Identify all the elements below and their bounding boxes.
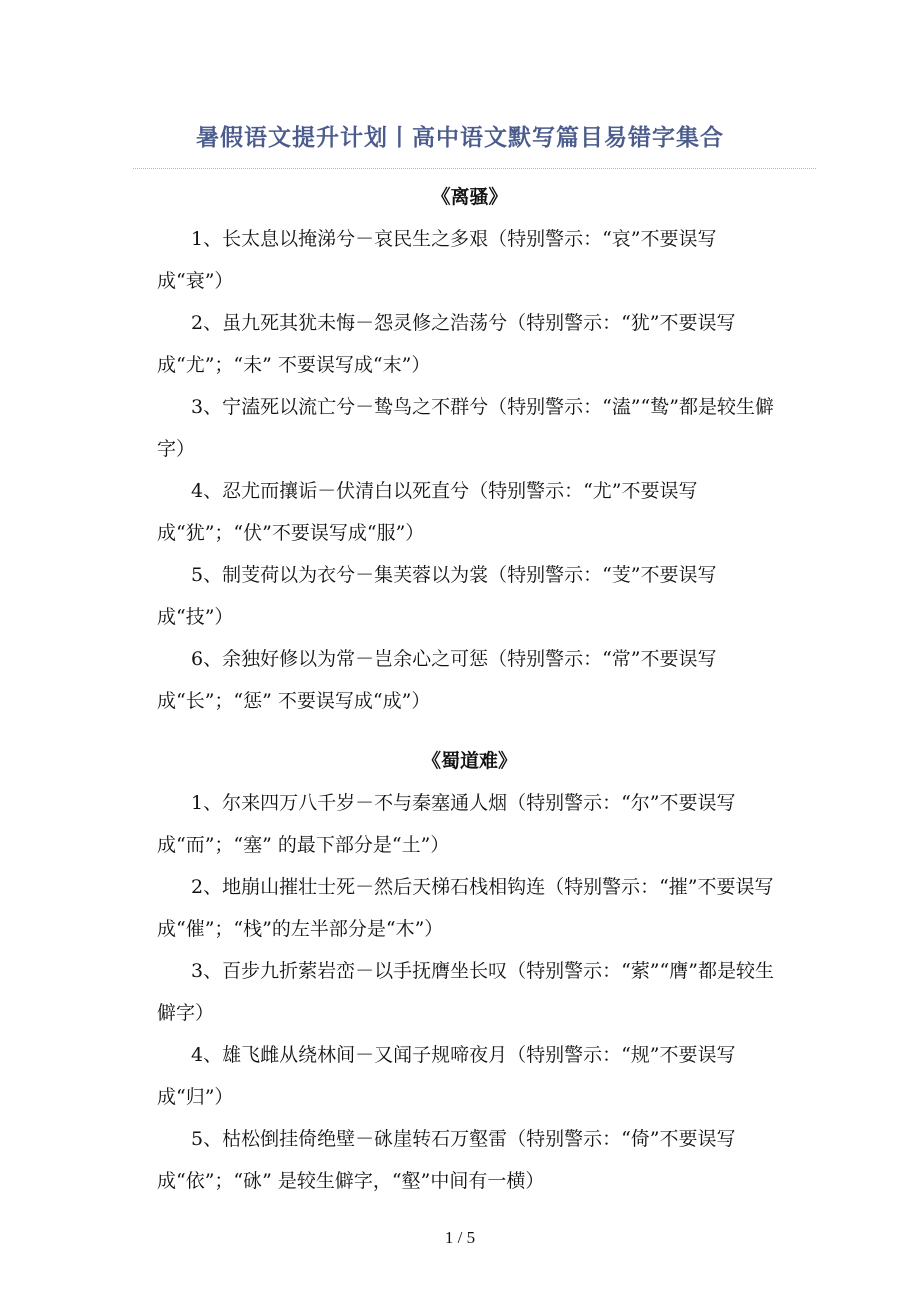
section-gap [157,722,782,740]
title-divider [133,168,816,169]
verse-item: 1、长太息以掩涕兮－哀民生之多艰（特别警示：“哀”不要误写成“衰”） [157,228,717,292]
verse-item: 4、忍尤而攘诟－伏清白以死直兮（特别警示：“尤”不要误写成“犹”；“伏”不要误写成“服”） [157,480,698,544]
verse-item: 3、百步九折萦岩峦－以手抚膺坐长叹（特别警示：“萦”“膺”都是较生僻字） [157,960,774,1024]
document-title: 暑假语文提升计划丨高中语文默写篇目易错字集合 [196,125,724,151]
section-lisao [157,176,782,722]
verse-item: 2、虽九死其犹未悔－怨灵修之浩荡兮（特别警示：“犹”不要误写成“尤”；“未” 不要误写成“末”） [157,312,736,376]
section-title: 《离骚》 [431,186,508,208]
verse-item: 5、制芰荷以为衣兮－集芙蓉以为裳（特别警示：“芰”不要误写成“技”） [157,564,717,628]
document-body [157,176,782,1202]
page-number: 1 / 5 [444,1228,476,1247]
section-title: 《蜀道难》 [421,750,517,772]
verse-item: 6、余独好修以为常－岂余心之可惩（特别警示：“常”不要误写成“长”；“惩” 不要误写成“成”） [157,648,717,712]
verse-item: 1、尔来四万八千岁－不与秦塞通人烟（特别警示：“尔”不要误写成“而”；“塞” 的最下部分是“土”） [157,792,736,856]
verse-item: 2、地崩山摧壮士死－然后天梯石栈相钩连（特别警示：“摧”不要误写成“催”；“栈”的左半部分是“木”） [157,876,774,940]
verse-item: 5、枯松倒挂倚绝壁－砯崖转石万壑雷（特别警示：“倚”不要误写成“依”；“砯” 是较生僻字，“壑”中间有一横） [157,1128,736,1192]
section-shudaonan [157,740,782,1202]
verse-item: 4、雄飞雌从绕林间－又闻子规啼夜月（特别警示：“规”不要误写成“归”） [157,1044,736,1108]
verse-item: 3、宁溘死以流亡兮－鸷鸟之不群兮（特别警示：“溘”“鸷”都是较生僻字） [157,396,774,460]
